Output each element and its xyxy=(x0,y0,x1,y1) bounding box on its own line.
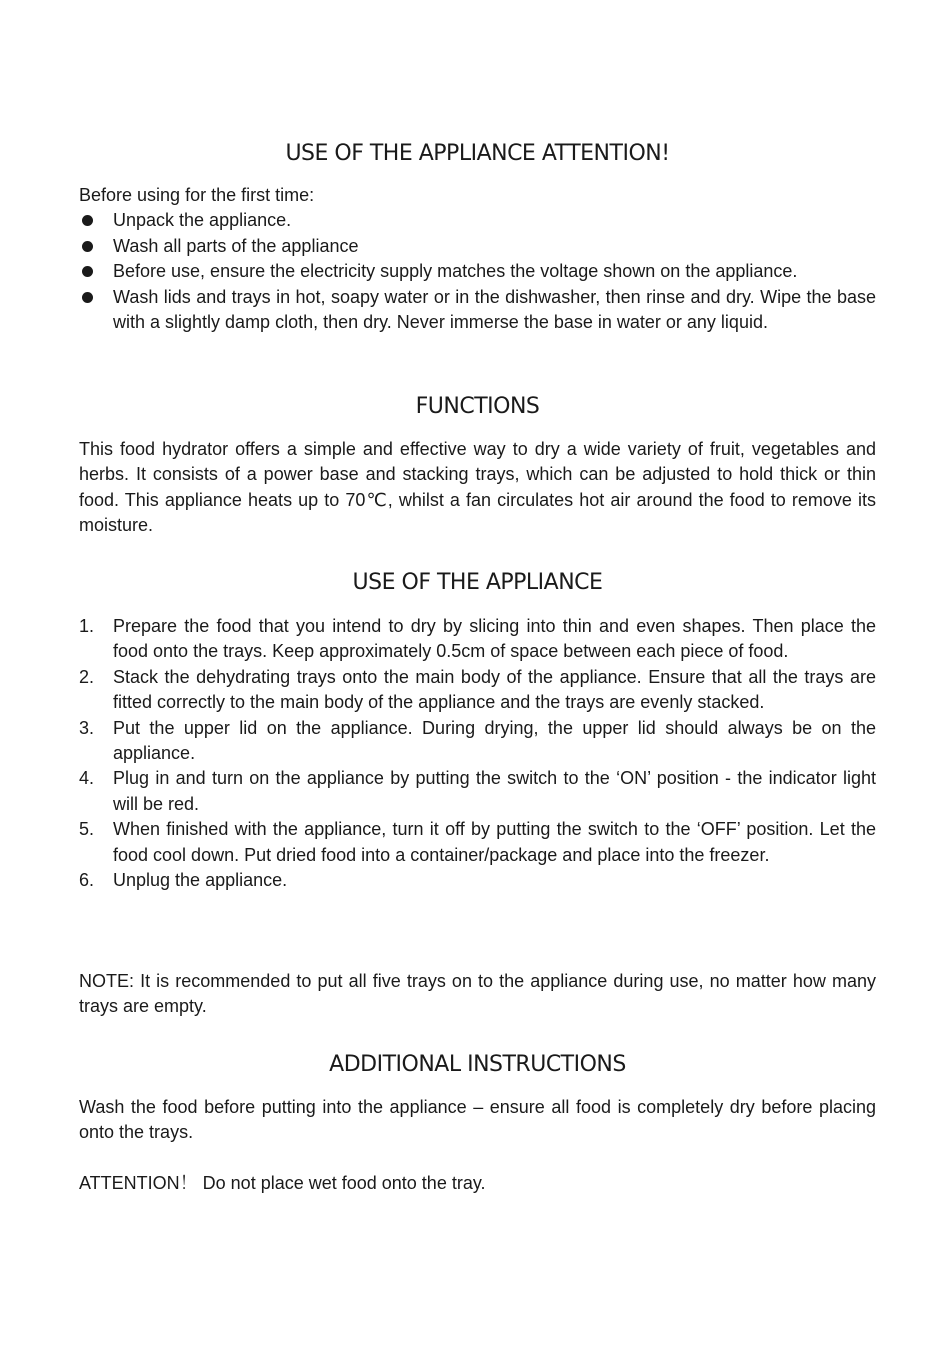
step-text: When finished with the appliance, turn it off by putting the switch to the ‘OFF’ position. Let the food cool down. Put dried food into a container/package and place into the freezer. xyxy=(113,819,876,865)
section-heading-functions: FUNCTIONS xyxy=(415,394,540,419)
bullet-text: Before use, ensure the electricity supply matches the voltage shown on the appliance. xyxy=(113,261,798,282)
step-number: 5. xyxy=(79,819,95,840)
step-text: Prepare the food that you intend to dry by slicing into thin and even shapes. Then place the food onto the trays. Keep approximately 0.5cm of space between each piece of food. xyxy=(113,616,876,662)
bullet-dot-icon xyxy=(82,266,93,277)
note-text: NOTE: It is recommended to put all five trays on to the appliance during use, no matter how many trays are empty. xyxy=(79,971,876,1017)
step-text: Unplug the appliance. xyxy=(113,870,288,891)
bullet-item xyxy=(79,259,876,284)
bullet-text: Unpack the appliance. xyxy=(113,210,292,231)
steps-list xyxy=(79,614,876,893)
bullet-text: Wash all parts of the appliance xyxy=(113,235,359,256)
step-item xyxy=(79,766,876,817)
bullet-item xyxy=(79,208,876,233)
step-item xyxy=(79,716,876,767)
step-item xyxy=(79,817,876,868)
attention-block xyxy=(79,1171,876,1196)
step-text: Put the upper lid on the appliance. During drying, the upper lid should always be on the appliance. xyxy=(113,717,876,764)
step-number: 1. xyxy=(79,616,95,636)
bullet-dot-icon xyxy=(82,292,93,303)
additional-block xyxy=(79,1095,876,1146)
first-time-bullet-list xyxy=(79,208,876,335)
section-heading-additional: ADDITIONAL INSTRUCTIONS xyxy=(329,1052,626,1077)
first-time-intro: Before using for the first time: xyxy=(79,185,315,205)
additional-text: Wash the food before putting into the appliance – ensure all food is completely dry before placing onto the trays. xyxy=(79,1097,876,1143)
bullet-item xyxy=(79,285,876,336)
step-item xyxy=(79,665,876,716)
bullet-dot-icon xyxy=(82,215,93,226)
steps-block xyxy=(79,614,876,893)
step-text: Stack the dehydrating trays onto the main body of the appliance. Ensure that all the trays are fitted correctly to the main body of the appliance and the trays are evenly stacked. xyxy=(113,666,876,713)
bullet-dot-icon xyxy=(82,241,93,252)
step-text: Plug in and turn on the appliance by putting the switch to the ‘ON’ position - the indicator light will be red. xyxy=(113,768,876,814)
step-number: 2. xyxy=(79,666,95,687)
bullet-text: Wash lids and trays in hot, soapy water or in the dishwasher, then rinse and dry. Wipe the base with a slightly damp cloth, then dry. Never immerse the base in water or any liquid. xyxy=(113,286,876,333)
step-item xyxy=(79,868,876,893)
bullet-item xyxy=(79,234,876,259)
note-block xyxy=(79,969,876,1020)
section-heading-attention: USE OF THE APPLIANCE ATTENTION! xyxy=(285,141,670,166)
step-number: 3. xyxy=(79,717,95,738)
functions-block xyxy=(79,437,876,539)
attention-warning: ATTENTION！ Do not place wet food onto the tray. xyxy=(79,1173,486,1193)
section-heading-use: USE OF THE APPLIANCE xyxy=(352,570,603,595)
functions-text: This food hydrator offers a simple and effective way to dry a wide variety of fruit, vegetables and herbs. It consists of a power base and stacking trays, which can be adjusted to hold thick or thin food. This appliance heats up to 70℃, whilst a fan circulates hot air around the food to remove its moisture. xyxy=(79,439,876,536)
step-item xyxy=(79,614,876,665)
step-number: 6. xyxy=(79,870,95,891)
step-number: 4. xyxy=(79,768,95,789)
first-time-block xyxy=(79,183,876,335)
